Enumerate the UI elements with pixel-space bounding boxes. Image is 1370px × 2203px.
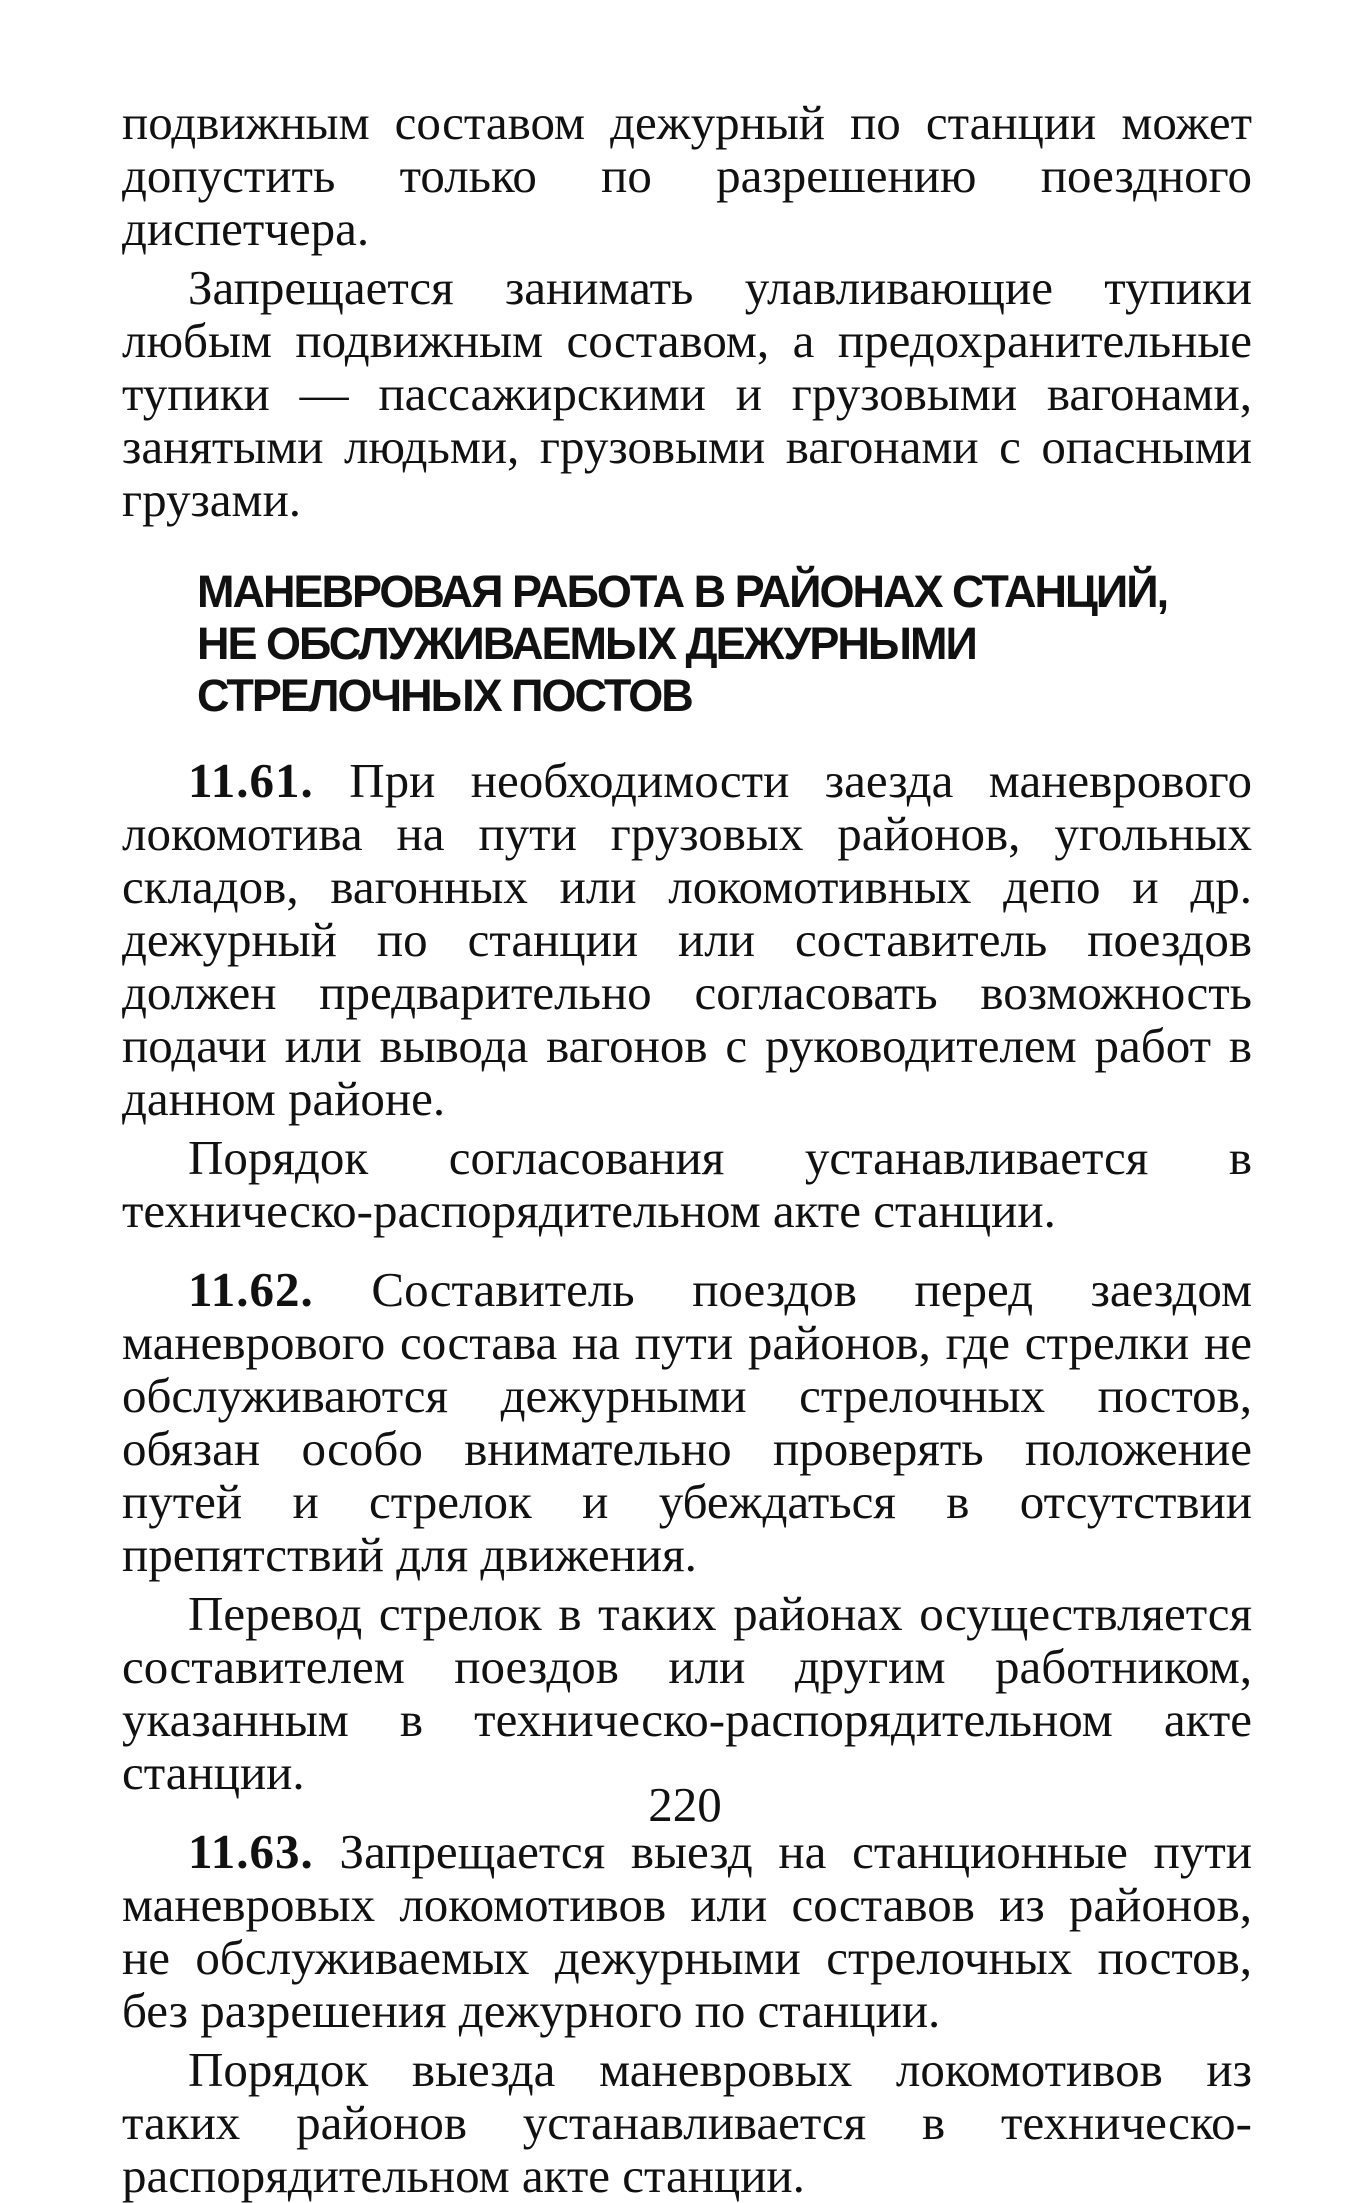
clause-11-61 [122, 754, 1252, 1237]
page-body [122, 96, 1252, 2202]
clause-number: 11.61. [188, 753, 314, 808]
clause-extra: Перевод стрелок в таких районах осуществляется составителем поездов или другим работником, указанным в техническо-распорядительном акте станции. [122, 1586, 1252, 1800]
clause-paragraph [122, 1825, 1252, 2037]
clause-paragraph [122, 1263, 1252, 1581]
clause-text: Составитель поездов перед заездом маневрового состава на пути районов, где стрелки не обслуживаются дежурными стрелочных постов, обязан особо внимательно проверять положение путей и стрелок и убеждаться в отсутствии препятствий для движения. [122, 1262, 1253, 1582]
clause-text: При необходимости заезда маневрового локомотива на пути грузовых районов, угольных складов, вагонных или локомотивных депо и др. дежурный по станции или составитель поездов должен предварительно согласовать возможность подачи или вывода вагонов с руководителем работ в данном районе. [122, 753, 1252, 1126]
clause-extra: Порядок согласования устанавливается в техническо-распорядительном акте станции. [122, 1130, 1252, 1238]
clause-extra: Порядок выезда маневровых локомотивов из таких районов устанавливается в техническо-распорядительном акте станции. [122, 2042, 1252, 2203]
clause-11-63 [122, 1825, 1252, 2202]
page-number: 220 [648, 1777, 722, 1832]
heading-line: НЕ ОБСЛУЖИВАЕМЫХ ДЕЖУРНЫМИ [197, 618, 976, 669]
intro-continuation: подвижным составом дежурный по станции может допустить только по разрешению поездного диспетчера. [122, 95, 1252, 256]
clause-number: 11.62. [188, 1262, 314, 1317]
clause-11-62 [122, 1263, 1252, 1799]
clause-number: 11.63. [188, 1824, 314, 1879]
clause-text: Запрещается выезд на станционные пути маневровых локомотивов или составов из районов, не обслуживаемых дежурными стрелочных постов, без разрешения дежурного по станции. [122, 1824, 1253, 2038]
section-heading [122, 566, 1252, 722]
intro-paragraph: Запрещается занимать улавливающие тупики любым подвижным составом, а предохранительные тупики — пассажирскими и грузовыми вагонами, занятыми людьми, грузовыми вагонами с опасными грузами. [122, 260, 1252, 527]
heading-line: МАНЕВРОВАЯ РАБОТА В РАЙОНАХ СТАНЦИЙ, [197, 566, 1168, 617]
clause-paragraph [122, 754, 1252, 1125]
heading-line: СТРЕЛОЧНЫХ ПОСТОВ [197, 670, 692, 721]
